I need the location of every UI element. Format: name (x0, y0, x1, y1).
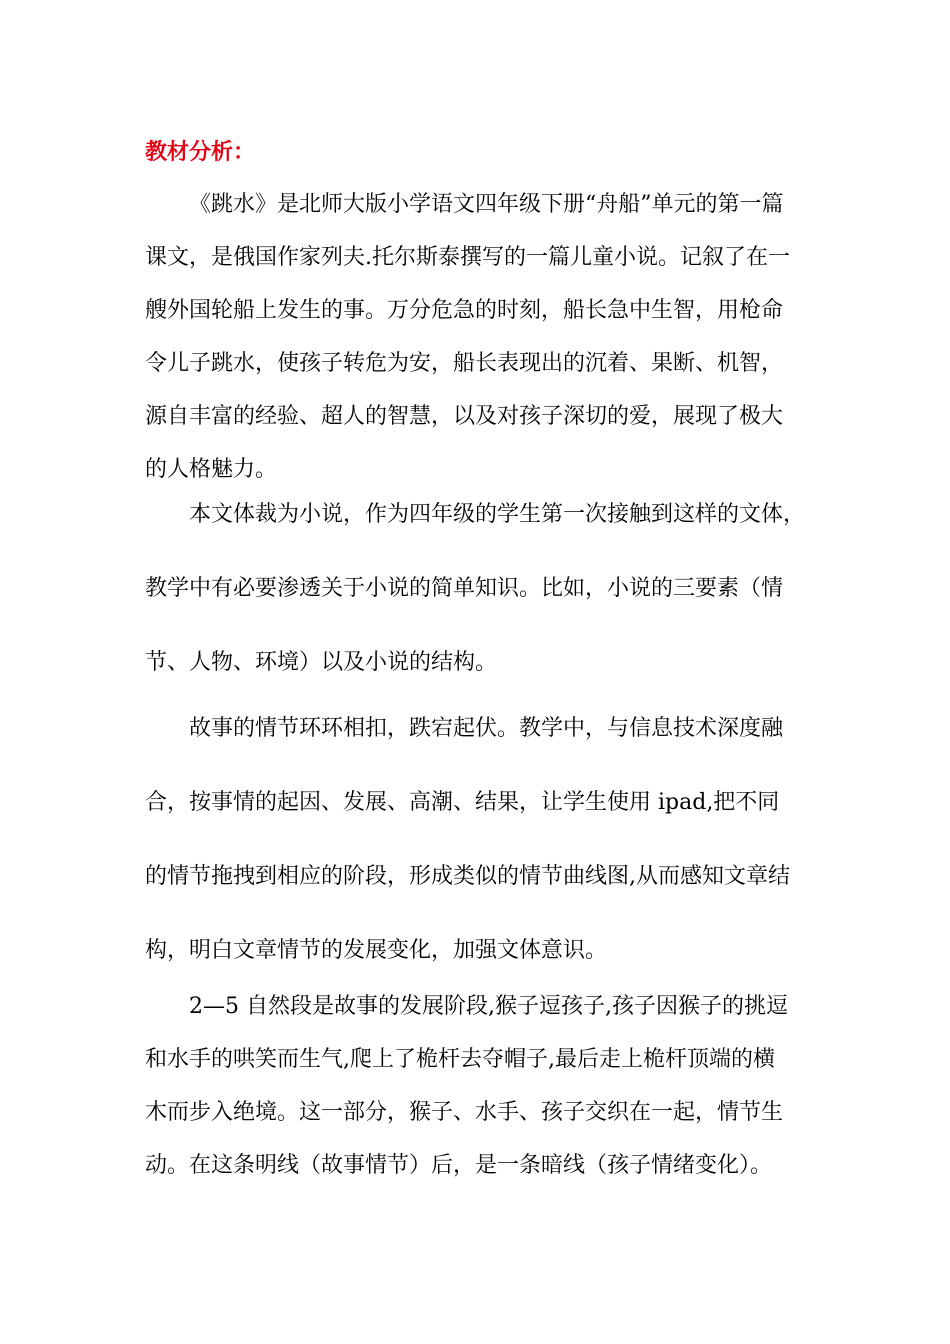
paragraph-2 (145, 478, 810, 700)
paragraph-line: 艘外国轮船上发生的事。万分危急的时刻，船长急中生智，用枪命 (145, 298, 784, 323)
paragraph-line: 故事的情节环环相扣，跌宕起伏。教学中，与信息技术深度融 (189, 716, 784, 741)
paragraph-line: 的情节拖拽到相应的阶段，形成类似的情节曲线图,从而感知文章结 (145, 864, 790, 889)
paragraph-4 (145, 980, 810, 1192)
paragraph-line: 2—5 自然段是故事的发展阶段,猴子逗孩子,孩子因猴子的挑逗 (189, 994, 788, 1019)
paragraph-line: 构，明白文章情节的发展变化，加强文体意识。 (145, 938, 608, 963)
paragraph-line: 本文体裁为小说，作为四年级的学生第一次接触到这样的文体， (189, 502, 806, 527)
paragraph-line: 《跳水》是北师大版小学语文四年级下册“舟船”单元的第一篇 (189, 192, 784, 217)
paragraph-1 (145, 178, 810, 496)
paragraph-line: 课文，是俄国作家列夫.托尔斯泰撰写的一篇儿童小说。记叙了在一 (145, 245, 790, 270)
paragraph-line: 节、人物、环境）以及小说的结构。 (145, 650, 498, 675)
paragraph-line: 动。在这条明线（故事情节）后，是一条暗线（孩子情绪变化）。 (145, 1153, 773, 1178)
paragraph-line: 令儿子跳水，使孩子转危为安，船长表现出的沉着、果断、机智， (145, 351, 784, 376)
paragraph-line: 和水手的哄笑而生气,爬上了桅杆去夺帽子,最后走上桅杆顶端的横 (145, 1047, 775, 1072)
paragraph-3 (145, 692, 810, 988)
paragraph-line: 源自丰富的经验、超人的智慧，以及对孩子深切的爱，展现了极大 (145, 404, 784, 429)
section-heading: 教材分析： (145, 139, 256, 165)
paragraph-line: 的人格魅力。 (145, 457, 278, 482)
paragraph-line: 教学中有必要渗透关于小说的简单知识。比如，小说的三要素（情 (145, 576, 784, 601)
paragraph-line: 木而步入绝境。这一部分，猴子、水手、孩子交织在一起，情节生 (145, 1100, 784, 1125)
paragraph-line: 合，按事情的起因、发展、高潮、结果，让学生使用 ipad,把不同 (145, 790, 780, 815)
